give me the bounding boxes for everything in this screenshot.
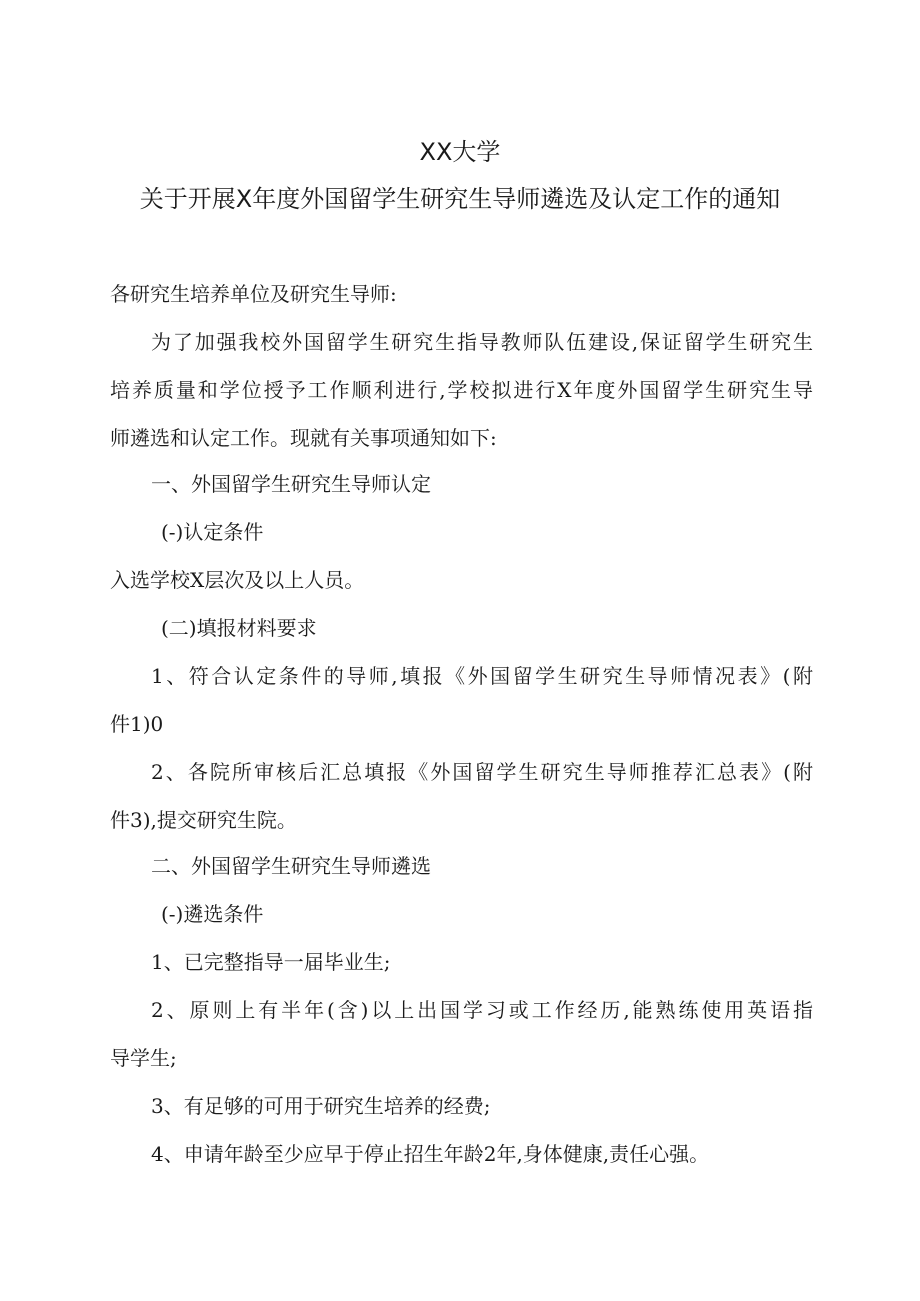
notice-title: 关于开展X年度外国留学生研究生导师遴选及认定工作的通知 [139, 185, 781, 213]
section-2-item-1: 1、已完整指导一届毕业生; [151, 950, 391, 974]
section-2-item-2-line-1: 2、原则上有半年(含)以上出国学习或工作经历,能熟练使用英语指 [151, 998, 813, 1022]
intro-line-1: 为了加强我校外国留学生研究生指导教师队伍建设,保证留学生研究生 [151, 330, 813, 354]
section-1-sub-2: (二)填报材料要求 [161, 616, 317, 640]
section-1-item-2-line-1: 2、各院所审核后汇总填报《外国留学生研究生导师推荐汇总表》(附 [151, 760, 813, 784]
intro-line-3: 师遴选和认定工作。现就有关事项通知如下: [110, 426, 497, 450]
section-1-item-1-line-2: 件1)0 [110, 712, 164, 736]
section-1-item-1-line-1: 1、符合认定条件的导师,填报《外国留学生研究生导师情况表》(附 [151, 664, 813, 688]
section-1-heading: 一、外国留学生研究生导师认定 [151, 472, 431, 496]
section-2-item-2-line-2: 导学生; [110, 1046, 177, 1070]
section-1-item-2-line-2: 件3),提交研究生院。 [110, 808, 297, 832]
intro-line-2: 培养质量和学位授予工作顺利进行,学校拟进行X年度外国留学生研究生导 [110, 378, 813, 402]
section-1-sub-1-text: 入选学校X层次及以上人员。 [110, 568, 365, 592]
university-title: XX大学 [419, 138, 501, 166]
section-2-heading: 二、外国留学生研究生导师遴选 [151, 854, 431, 878]
salutation: 各研究生培养单位及研究生导师: [110, 282, 397, 306]
section-1-sub-1: (-)认定条件 [161, 520, 264, 544]
section-2-sub-1: (-)遴选条件 [161, 902, 264, 926]
section-2-item-4: 4、申请年龄至少应早于停止招生年龄2年,身体健康,责任心强。 [151, 1142, 710, 1166]
section-2-item-3: 3、有足够的可用于研究生培养的经费; [151, 1094, 491, 1118]
